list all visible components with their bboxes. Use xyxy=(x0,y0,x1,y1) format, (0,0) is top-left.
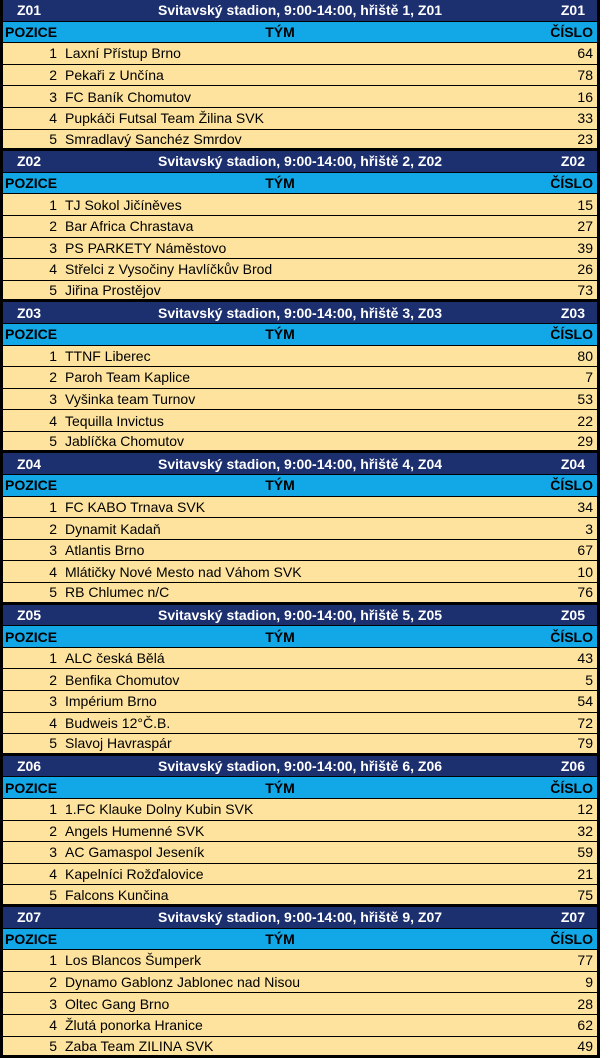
team-name: Oltec Gang Brno xyxy=(65,995,170,1012)
table-row xyxy=(0,713,600,735)
group-code: Z02 xyxy=(16,153,42,170)
number-column-header: ČÍSLO xyxy=(550,23,593,40)
team-number: 53 xyxy=(577,390,593,407)
team-position: 5 xyxy=(49,886,57,903)
team-position: 1 xyxy=(49,801,57,818)
team-position: 4 xyxy=(49,261,57,278)
team-name: PS PARKETY Náměstovo xyxy=(65,239,227,256)
team-name: Vyšinka team Turnov xyxy=(65,390,196,407)
number-column-header: ČÍSLO xyxy=(550,930,593,947)
table-row xyxy=(0,346,600,368)
team-name: FC KABO Trnava SVK xyxy=(65,498,206,515)
team-number: 67 xyxy=(577,542,593,559)
table-row xyxy=(0,367,600,389)
team-position: 2 xyxy=(49,67,57,84)
position-column-header: POZICE xyxy=(5,779,58,796)
team-column-header: TÝM xyxy=(265,175,295,192)
position-column-header: POZICE xyxy=(5,628,58,645)
table-row xyxy=(0,108,600,130)
team-number: 32 xyxy=(577,822,593,839)
group-title-bar xyxy=(0,756,600,778)
group-venue: Svitavský stadion, 9:00-14:00, hřiště 3, Z03 xyxy=(157,304,443,321)
column-header-row xyxy=(0,475,600,497)
team-name: Žlutá ponorka Hranice xyxy=(65,1017,203,1034)
team-number: 15 xyxy=(577,196,593,213)
team-position: 2 xyxy=(49,671,57,688)
team-position: 3 xyxy=(49,390,57,407)
group-venue: Svitavský stadion, 9:00-14:00, hřiště 1, Z01 xyxy=(157,2,443,19)
group-code-right: Z05 xyxy=(560,606,585,623)
team-number: 29 xyxy=(577,433,593,450)
team-name: Atlantis Brno xyxy=(65,542,145,559)
group-title-bar xyxy=(0,453,600,475)
table-row xyxy=(0,864,600,886)
column-header-row xyxy=(0,929,600,951)
team-number: 27 xyxy=(577,218,593,235)
team-name: TTNF Liberec xyxy=(65,347,151,364)
table-row xyxy=(0,885,600,907)
table-row xyxy=(0,583,600,605)
team-position: 5 xyxy=(49,1037,57,1054)
team-number: 7 xyxy=(585,369,593,386)
team-column-header: TÝM xyxy=(265,23,295,40)
group-code-right: Z02 xyxy=(560,153,585,170)
team-name: 1.FC Klauke Dolny Kubin SVK xyxy=(65,801,254,818)
number-column-header: ČÍSLO xyxy=(550,326,593,343)
group-code: Z07 xyxy=(16,909,42,926)
group-code: Z06 xyxy=(16,758,42,775)
number-column-header: ČÍSLO xyxy=(550,477,593,494)
team-name: Smradlavý Sanchéz Smrdov xyxy=(65,130,242,147)
team-position: 1 xyxy=(49,45,57,62)
team-number: 72 xyxy=(577,714,593,731)
team-number: 64 xyxy=(577,45,593,62)
group-code-right: Z07 xyxy=(560,909,585,926)
team-number: 33 xyxy=(577,110,593,127)
team-position: 4 xyxy=(49,412,57,429)
table-row xyxy=(0,65,600,87)
table-row xyxy=(0,518,600,540)
table-row xyxy=(0,86,600,108)
group-table xyxy=(0,302,600,453)
table-row xyxy=(0,561,600,583)
team-column-header: TÝM xyxy=(265,326,295,343)
table-row xyxy=(0,43,600,65)
team-number: 78 xyxy=(577,67,593,84)
table-row xyxy=(0,799,600,821)
team-number: 10 xyxy=(577,563,593,580)
team-name: Pupkáči Futsal Team Žilina SVK xyxy=(65,110,264,127)
team-name: Jiřina Prostějov xyxy=(65,282,161,299)
team-number: 23 xyxy=(577,130,593,147)
group-venue: Svitavský stadion, 9:00-14:00, hřiště 5, Z05 xyxy=(157,606,443,623)
column-header-row xyxy=(0,777,600,799)
team-position: 3 xyxy=(49,995,57,1012)
number-column-header: ČÍSLO xyxy=(550,779,593,796)
team-name: Los Blancos Šumperk xyxy=(65,952,202,969)
group-title-bar xyxy=(0,302,600,324)
table-row xyxy=(0,648,600,670)
team-position: 5 xyxy=(49,433,57,450)
team-number: 16 xyxy=(577,88,593,105)
team-position: 4 xyxy=(49,1017,57,1034)
team-position: 5 xyxy=(49,584,57,601)
group-code-right: Z03 xyxy=(560,304,585,321)
group-code: Z03 xyxy=(16,304,42,321)
team-number: 39 xyxy=(577,239,593,256)
team-position: 5 xyxy=(49,282,57,299)
team-name: Bar Africa Chrastava xyxy=(65,218,194,235)
table-row xyxy=(0,993,600,1015)
team-name: ALC česká Bělá xyxy=(65,650,165,667)
team-position: 1 xyxy=(49,952,57,969)
team-position: 5 xyxy=(49,735,57,752)
team-name: Dynamo Gablonz Jablonec nad Nisou xyxy=(65,974,301,991)
table-row xyxy=(0,821,600,843)
column-header-row xyxy=(0,22,600,44)
team-name: Falcons Kunčina xyxy=(65,886,169,903)
table-row xyxy=(0,194,600,216)
team-position: 3 xyxy=(49,239,57,256)
table-row xyxy=(0,410,600,432)
team-number: 22 xyxy=(577,412,593,429)
group-code: Z04 xyxy=(16,455,42,472)
table-row xyxy=(0,734,600,756)
team-position: 2 xyxy=(49,822,57,839)
position-column-header: POZICE xyxy=(5,326,58,343)
group-table xyxy=(0,907,600,1058)
team-position: 4 xyxy=(49,714,57,731)
team-name: Laxní Přístup Brno xyxy=(65,45,181,62)
table-row xyxy=(0,1015,600,1037)
team-name: Mlátičky Nové Mesto nad Váhom SVK xyxy=(65,563,302,580)
table-row xyxy=(0,281,600,303)
group-title-bar xyxy=(0,151,600,173)
team-position: 5 xyxy=(49,130,57,147)
team-position: 2 xyxy=(49,218,57,235)
group-venue: Svitavský stadion, 9:00-14:00, hřiště 4, Z04 xyxy=(157,455,443,472)
table-row xyxy=(0,389,600,411)
position-column-header: POZICE xyxy=(5,175,58,192)
table-row xyxy=(0,1037,600,1059)
position-column-header: POZICE xyxy=(5,23,58,40)
group-table xyxy=(0,0,600,151)
team-name: AC Gamaspol Jeseník xyxy=(65,844,205,861)
team-name: Kapelníci Rožďalovice xyxy=(65,866,204,883)
group-table xyxy=(0,756,600,907)
group-venue: Svitavský stadion, 9:00-14:00, hřiště 2, Z02 xyxy=(157,153,443,170)
column-header-row xyxy=(0,324,600,346)
team-name: Pekaři z Unčína xyxy=(65,67,164,84)
table-row xyxy=(0,497,600,519)
group-title-bar xyxy=(0,605,600,627)
table-row xyxy=(0,216,600,238)
table-row xyxy=(0,540,600,562)
group-code-right: Z04 xyxy=(560,455,585,472)
table-row xyxy=(0,238,600,260)
team-column-header: TÝM xyxy=(265,779,295,796)
group-code-right: Z06 xyxy=(560,758,585,775)
team-name: Zaba Team ZILINA SVK xyxy=(65,1037,214,1054)
team-number: 49 xyxy=(577,1037,593,1054)
team-number: 26 xyxy=(577,261,593,278)
group-code: Z01 xyxy=(16,2,42,19)
team-number: 21 xyxy=(577,866,593,883)
team-number: 28 xyxy=(577,995,593,1012)
column-header-row xyxy=(0,626,600,648)
team-number: 62 xyxy=(577,1017,593,1034)
team-name: TJ Sokol Jičíněves xyxy=(65,196,182,213)
team-name: FC Baník Chomutov xyxy=(65,88,192,105)
team-position: 3 xyxy=(49,693,57,710)
team-column-header: TÝM xyxy=(265,628,295,645)
team-number: 12 xyxy=(577,801,593,818)
team-position: 3 xyxy=(49,88,57,105)
team-position: 2 xyxy=(49,974,57,991)
group-table xyxy=(0,453,600,604)
table-row xyxy=(0,259,600,281)
team-number: 43 xyxy=(577,650,593,667)
group-title-bar xyxy=(0,0,600,22)
team-number: 80 xyxy=(577,347,593,364)
group-code: Z05 xyxy=(16,606,42,623)
team-number: 5 xyxy=(585,671,593,688)
team-number: 34 xyxy=(577,498,593,515)
team-name: Dynamit Kadaň xyxy=(65,520,161,537)
group-venue: Svitavský stadion, 9:00-14:00, hřiště 9, Z07 xyxy=(157,909,443,926)
group-code-right: Z01 xyxy=(560,2,585,19)
team-position: 3 xyxy=(49,542,57,559)
team-name: Střelci z Vysočiny Havlíčkův Brod xyxy=(65,261,273,278)
team-column-header: TÝM xyxy=(265,477,295,494)
team-column-header: TÝM xyxy=(265,930,295,947)
team-position: 4 xyxy=(49,563,57,580)
table-row xyxy=(0,669,600,691)
number-column-header: ČÍSLO xyxy=(550,628,593,645)
team-number: 76 xyxy=(577,584,593,601)
number-column-header: ČÍSLO xyxy=(550,175,593,192)
table-row xyxy=(0,950,600,972)
team-number: 73 xyxy=(577,282,593,299)
team-name: Benfika Chomutov xyxy=(65,671,180,688)
team-position: 1 xyxy=(49,347,57,364)
team-name: Impérium Brno xyxy=(65,693,157,710)
team-position: 1 xyxy=(49,196,57,213)
group-title-bar xyxy=(0,907,600,929)
position-column-header: POZICE xyxy=(5,930,58,947)
team-number: 59 xyxy=(577,844,593,861)
table-row xyxy=(0,972,600,994)
team-position: 4 xyxy=(49,866,57,883)
table-row xyxy=(0,130,600,152)
table-row xyxy=(0,432,600,454)
team-position: 3 xyxy=(49,844,57,861)
team-number: 54 xyxy=(577,693,593,710)
table-row xyxy=(0,691,600,713)
team-number: 79 xyxy=(577,735,593,752)
team-name: Slavoj Havraspár xyxy=(65,735,172,752)
group-table xyxy=(0,605,600,756)
team-number: 77 xyxy=(577,952,593,969)
team-position: 1 xyxy=(49,650,57,667)
team-name: Paroh Team Kaplice xyxy=(65,369,191,386)
table-row xyxy=(0,842,600,864)
team-number: 3 xyxy=(585,520,593,537)
team-name: Jablíčka Chomutov xyxy=(65,433,185,450)
team-position: 2 xyxy=(49,520,57,537)
team-name: Budweis 12°Č.B. xyxy=(65,714,171,731)
group-venue: Svitavský stadion, 9:00-14:00, hřiště 6, Z06 xyxy=(157,758,443,775)
team-position: 2 xyxy=(49,369,57,386)
column-header-row xyxy=(0,173,600,195)
team-position: 4 xyxy=(49,110,57,127)
team-name: Tequilla Invictus xyxy=(65,412,164,429)
team-name: Angels Humenné SVK xyxy=(65,822,205,839)
group-table xyxy=(0,151,600,302)
team-name: RB Chlumec n/C xyxy=(65,584,170,601)
position-column-header: POZICE xyxy=(5,477,58,494)
team-position: 1 xyxy=(49,498,57,515)
team-number: 75 xyxy=(577,886,593,903)
team-number: 9 xyxy=(585,974,593,991)
